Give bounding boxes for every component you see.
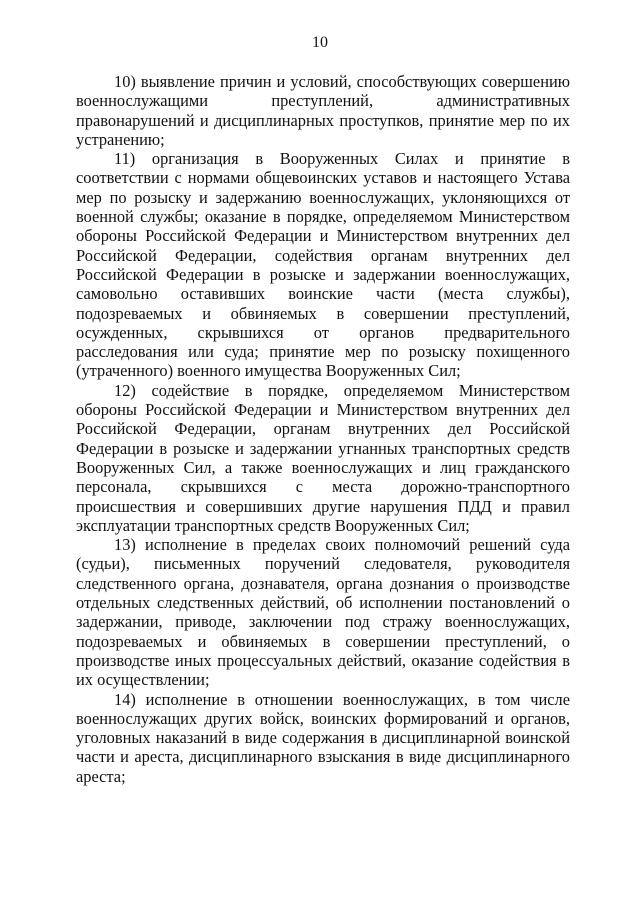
paragraph-item-12: 12) содействие в порядке, определяемом Министерством обороны Российской Федерации и Министерством внутренних дел Российской Федерации, органам внутренних дел Российской Федерации в розыске и задержании угнанных транспортных средств Вооруженных Сил, а также военнослужащих и лиц гражданского персонала, скрывшихся с места дорожно-транспортного происшествия и совершивших другие нарушения ПДД и правил эксплуатации транспортных средств Вооруженных Сил; — [76, 380, 570, 535]
paragraph-item-14: 14) исполнение в отношении военнослужащих, в том числе военнослужащих других войск, воинских формирований и органов, уголовных наказаний в виде содержания в дисциплинарной воинской части и ареста, дисциплинарного взыскания в виде дисциплинарного ареста; — [76, 689, 570, 786]
document-body — [76, 72, 570, 786]
paragraph-item-10: 10) выявление причин и условий, способствующих совершению военнослужащими преступлений, административных правонарушений и дисциплинарных проступков, принятие мер по их устранению; — [76, 72, 570, 149]
page-number: 10 — [312, 34, 328, 51]
paragraph-item-11: 11) организация в Вооруженных Силах и принятие в соответствии с нормами общевоинских уставов и настоящего Устава мер по розыску и задержанию военнослужащих, уклоняющихся от военной службы; оказание в порядке, определяемом Министерством обороны Российской Федерации и Министерством внутренних дел Российской Федерации, содействия органам внутренних дел Российской Федерации в розыске и задержании военнослужащих, самовольно оставивших воинские части (места службы), подозреваемых и обвиняемых в совершении преступлений, осужденных, скрывшихся от органов предварительного расследования или суда; принятие мер по розыску похищенного (утраченного) военного имущества Вооруженных Сил; — [76, 149, 570, 381]
paragraph-item-13: 13) исполнение в пределах своих полномочий решений суда (судьи), письменных поручений следователя, руководителя следственного органа, дознавателя, органа дознания о производстве отдельных следственных действий, об исполнении постановлений о задержании, приводе, заключении под стражу военнослужащих, подозреваемых и обвиняемых в совершении преступлений, о производстве иных процессуальных действий, оказание содействия в их осуществлении; — [76, 535, 570, 690]
